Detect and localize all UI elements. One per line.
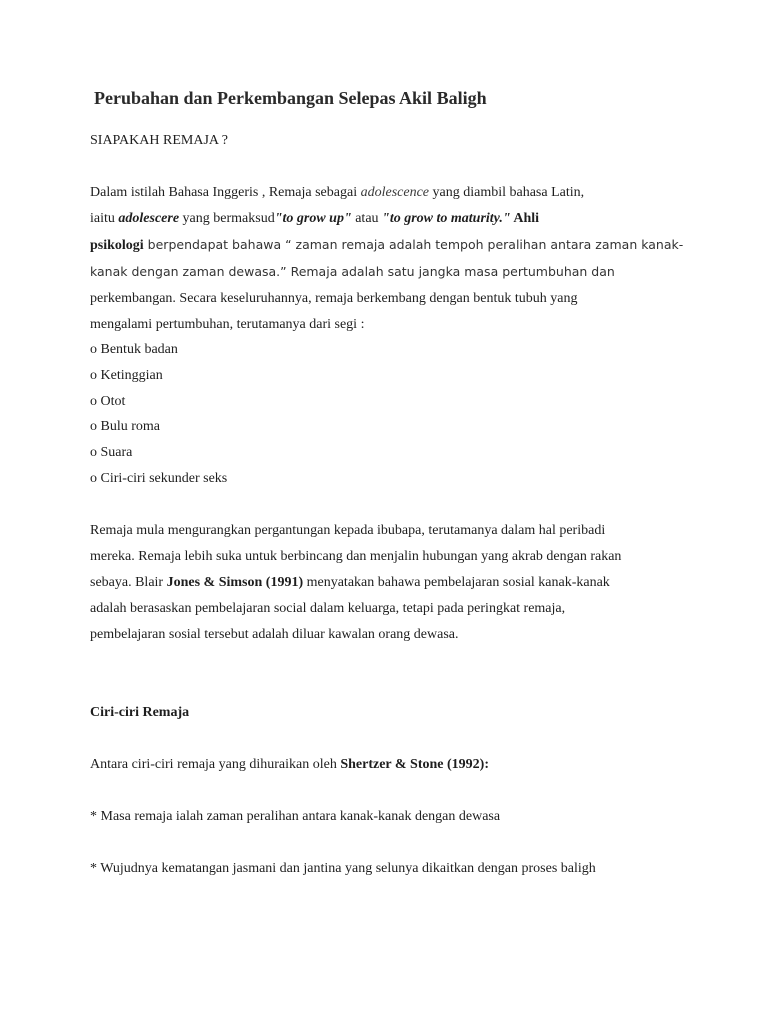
growth-aspects-list [90,337,227,492]
text-run: berpendapat bahawa “ zaman remaja adalah tempoh peralihan antara zaman kanak- [143,237,684,252]
intro-line-5: perkembangan. Secara keseluruhannya, remaja berkembang dengan bentuk tubuh yang [90,291,578,306]
text-run: sebaya. Blair [90,575,167,590]
citation-shertzer-stone: Shertzer & Stone (1992): [340,757,489,772]
intro-line-3 [90,232,690,259]
citation-jones-simson: Jones & Simson (1991) [166,575,304,590]
list-item: o Ciri-ciri sekunder seks [90,470,228,486]
characteristics-intro [90,757,489,773]
text-run: menyatakan bahawa pembelajaran sosial kanak-kanak [303,575,610,590]
dependency-line-4: adalah berasaskan pembelajaran social dalam keluarga, tetapi pada peringkat remaja, [90,601,566,616]
dependency-line-1: Remaja mula mengurangkan pergantungan kepada ibubapa, terutamanya dalam hal peribadi [90,523,606,538]
bold-ahli: Ahli [510,211,540,226]
characteristic-item: * Masa remaja ialah zaman peralihan antara kanak-kanak dengan dewasa [90,809,501,824]
intro-line-2 [90,206,690,232]
dependency-line-3 [90,570,690,596]
list-item: o Bentuk badan [90,342,178,357]
term-adolescere: adolescere [118,211,180,226]
quote-to-grow-up: "to grow up" [274,211,352,226]
list-item: o Otot [90,393,126,409]
text-run: Dalam istilah Bahasa Inggeris , Remaja sebagai [90,185,361,200]
term-adolescence: adolescence [360,185,430,200]
intro-line-1 [90,180,690,206]
section-subtitle: SIAPAKAH REMAJA ? [90,133,228,148]
text-run: atau [351,211,383,226]
text-run: Antara ciri-ciri remaja yang dihuraikan oleh [90,757,341,772]
intro-line-4 [90,259,690,286]
section-heading-ciri-ciri: Ciri-ciri Remaja [90,705,190,720]
text-run: iaitu [90,211,119,226]
document-title: Perubahan dan Perkembangan Selepas Akil Baligh [94,88,487,108]
list-item: o Suara [90,445,133,461]
text-run: yang diambil bahasa Latin, [429,185,585,200]
intro-paragraph [90,180,690,338]
intro-line-6: mengalami pertumbuhan, terutamanya dari segi : [90,317,365,332]
list-item: o Bulu roma [90,419,160,435]
dependency-line-5: pembelajaran sosial tersebut adalah diluar kawalan orang dewasa. [90,627,459,642]
list-item: o Ketinggian [90,367,163,383]
characteristic-item: * Wujudnya kematangan jasmani dan jantina yang selunya dikaitkan dengan proses baligh [90,861,596,876]
dependency-line-2: mereka. Remaja lebih suka untuk berbincang dan menjalin hubungan yang akrab dengan rakan [90,549,622,564]
dependency-paragraph [90,518,690,648]
bold-psikologi: psikologi [90,238,144,253]
quote-to-grow-to-maturity: "to grow to maturity." [382,211,511,226]
text-run: kanak dengan zaman dewasa.” Remaja adalah satu jangka masa pertumbuhan dan [90,264,615,279]
text-run: yang bermaksud [179,211,275,226]
